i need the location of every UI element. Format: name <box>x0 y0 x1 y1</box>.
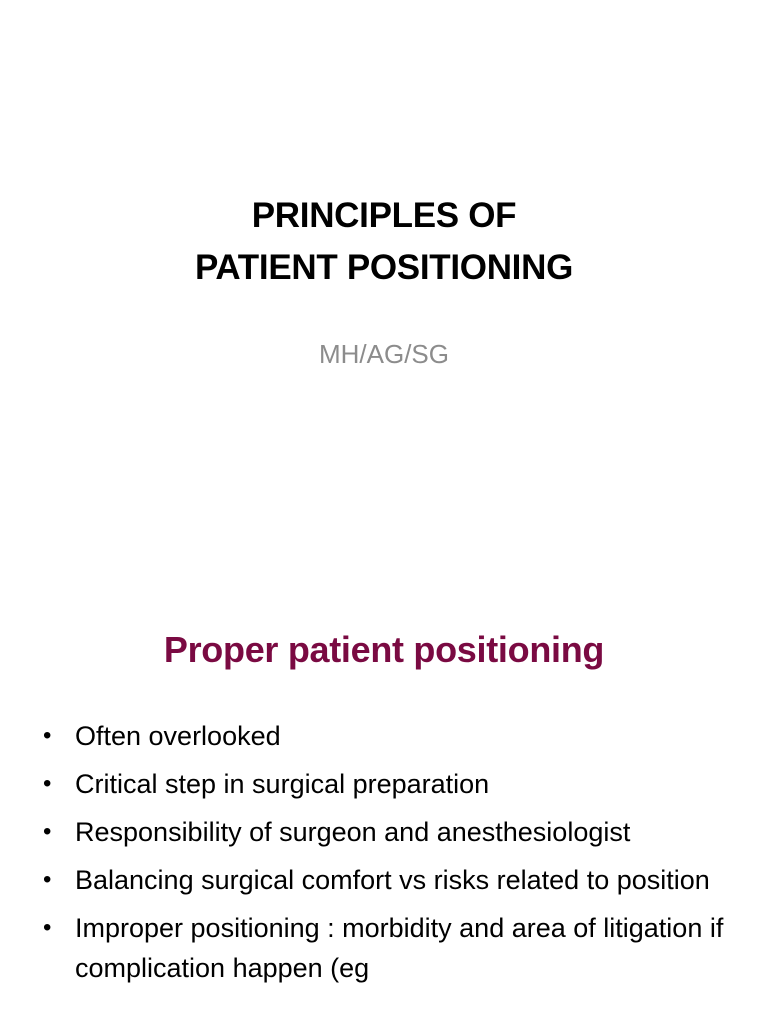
bullet-text: Improper positioning : morbidity and area of litigation if complication happen (eg <box>75 913 724 983</box>
bullet-icon: • <box>43 914 52 941</box>
slide-subtitle: MH/AG/SG <box>318 339 449 369</box>
bullet-text: Balancing surgical comfort vs risks related to position <box>75 865 710 895</box>
bullet-item <box>40 812 740 852</box>
bullet-item <box>40 764 740 804</box>
bullet-icon: • <box>43 866 52 893</box>
bullet-icon: • <box>43 770 52 797</box>
bullet-item <box>40 716 740 756</box>
slide-title <box>0 190 768 294</box>
bullet-text: Critical step in surgical preparation <box>75 769 490 799</box>
slide-title-line: PATIENT POSITIONING <box>194 248 574 287</box>
bullet-item <box>40 860 740 900</box>
bullet-text: Often overlooked <box>75 721 281 751</box>
bullet-text: Responsibility of surgeon and anesthesiologist <box>75 817 631 847</box>
slide-title-line: PRINCIPLES OF <box>251 196 517 235</box>
slide-heading: Proper patient positioning <box>163 629 605 670</box>
content-slide <box>0 576 768 1024</box>
bullet-icon: • <box>43 818 52 845</box>
bullet-icon: • <box>43 722 52 749</box>
bullet-list <box>40 716 740 996</box>
bullet-item <box>40 908 740 988</box>
